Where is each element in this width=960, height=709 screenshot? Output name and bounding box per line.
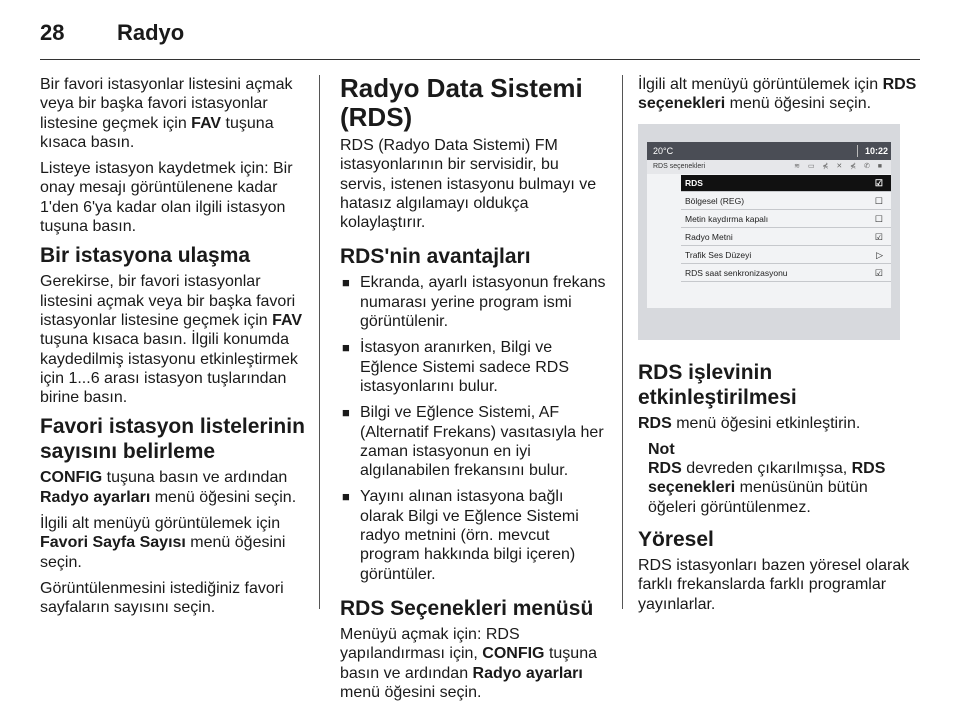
note-title: Not	[648, 440, 675, 458]
menu-row-regional[interactable]: Bölgesel (REG) ☐	[681, 193, 891, 210]
checkbox-unchecked-icon: ☐	[874, 195, 883, 206]
heading-rds-options-menu: RDS Seçenekleri menüsü	[340, 596, 594, 620]
paragraph-regional: RDS istasyonları bazen yöresel olarak farklı frekanslarda farklı programlar yayınlarlar.	[638, 557, 910, 613]
paragraph-select-count: Görüntülenmesini istediğiniz favori sayfaların sayısını seçin.	[40, 579, 284, 617]
column-2	[340, 74, 608, 709]
chevron-right-icon: ▷	[876, 249, 883, 260]
infotainment-screenshot	[638, 124, 900, 340]
screen-display	[647, 142, 891, 308]
checkbox-checked-icon: ☑	[874, 177, 883, 188]
heading-regional: Yöresel	[638, 528, 714, 552]
paragraph-fav-list: Bir favori istasyonlar listesini açmak veya bir başka favori istasyonlar listesine geçmek için FAV tuşuna kısaca basın.	[40, 76, 293, 151]
note-text: RDS devreden çıkarılmışsa, RDS seçenekleri menüsünün bütün öğeleri görüntülenmez.	[648, 460, 886, 516]
column-3	[638, 75, 920, 621]
list-item: ■ Ekranda, ayarlı istasyonun frekans numarası yerine program ismi görüntülenir.	[342, 274, 606, 331]
paragraph-save-station: Listeye istasyon kaydetmek için: Bir onay mesajı görüntülenene kadar 1'den 6'ya kadar olan ilgili istasyon tuşuna basın.	[40, 160, 293, 236]
list-item: ■ İstasyon aranırken, Bilgi ve Eğlence Sistemi sadece RDS istasyonlarını bulur.	[342, 339, 569, 395]
paragraph-activate-rds: RDS menü öğesini etkinleştirin.	[638, 414, 861, 432]
advantages-list	[340, 273, 608, 583]
page-number: 28	[40, 20, 65, 45]
list-item: ■ Bilgi ve Eğlence Sistemi, AF (Alternatif Frekans) vasıtasıyla her zaman istasyonun en iyi algılanabilen frekansını bulur.	[342, 404, 604, 480]
paragraph-config: CONFIG tuşuna basın ve ardından Radyo ayarları menü öğesini seçin.	[40, 469, 297, 506]
status-separator	[857, 145, 858, 157]
menu-row-rds[interactable]: RDS ☑	[681, 175, 891, 192]
checkbox-checked-icon: ☑	[874, 231, 883, 242]
heading-rds-activation: RDS işlevinin etkinleştirilmesi	[638, 360, 797, 409]
temperature-readout: 20°C	[653, 145, 674, 156]
heading-fav-count: Favori istasyon listelerinin sayısını belirleme	[40, 415, 305, 464]
screen-subtitle-bar	[647, 160, 891, 174]
heading-rds-advantages: RDS'nin avantajları	[340, 245, 531, 269]
column-divider-1	[319, 75, 320, 609]
status-icons: ≋ ▭ ⋠ ✕ ⋠ ✆ ■	[794, 162, 885, 170]
menu-row-radio-text[interactable]: Radyo Metni ☑	[681, 229, 891, 246]
column-1	[40, 75, 308, 625]
checkbox-checked-icon: ☑	[874, 267, 883, 278]
clock-readout: 10:22	[865, 145, 889, 156]
header-rule	[40, 59, 920, 60]
note-box	[648, 440, 920, 517]
heading-rds: Radyo Data Sistemi (RDS)	[340, 73, 583, 132]
menu-row-clock-sync[interactable]: RDS saat senkronizasyonu ☑	[681, 265, 891, 282]
paragraph-open-menu: Menüyü açmak için: RDS yapılandırması için, CONFIG tuşuna basın ve ardından Radyo ayarları menü öğesini seçin.	[340, 625, 597, 701]
column-divider-2	[622, 75, 623, 609]
menu-row-traffic-volume[interactable]: Trafik Ses Düzeyi ▷	[681, 247, 891, 264]
screen-status-bar	[647, 142, 891, 160]
heading-reach-station: Bir istasyona ulaşma	[40, 244, 251, 268]
list-item: ■ Yayını alınan istasyona bağlı olarak Bilgi ve Eğlence Sistemi radyo metnini (örn. mevcut program hakkında bilgi içeren) görüntüler.	[342, 488, 579, 583]
paragraph-rds-options: İlgili alt menüyü görüntülemek için RDS seçenekleri menü öğesini seçin.	[638, 76, 917, 113]
checkbox-unchecked-icon: ☐	[874, 213, 883, 224]
screen-menu-title: RDS seçenekleri	[653, 162, 706, 170]
paragraph-rds-intro: RDS (Radyo Data Sistemi) FM istasyonlarının bir servisidir, bu servis, istenen istasyonu bulmayı ve hatasız algılamayı oldukça kolaylaştırır.	[340, 137, 597, 232]
paragraph-fav-pages: İlgili alt menüyü görüntülemek için Favori Sayfa Sayısı menü öğesini seçin.	[40, 515, 286, 571]
page-header-title: Radyo	[117, 20, 185, 45]
paragraph-reach-station: Gerekirse, bir favori istasyonlar listesini açmak veya bir başka favori istasyonlar listesine geçmek için FAV tuşuna kısaca basın. İlgili konumda kaydedilmiş istasyonu etkinleştirmek için 1...6 arası istasyon tuşlarından birine basın.	[40, 273, 303, 407]
menu-row-text-scroll[interactable]: Metin kaydırma kapalı ☐	[681, 211, 891, 228]
